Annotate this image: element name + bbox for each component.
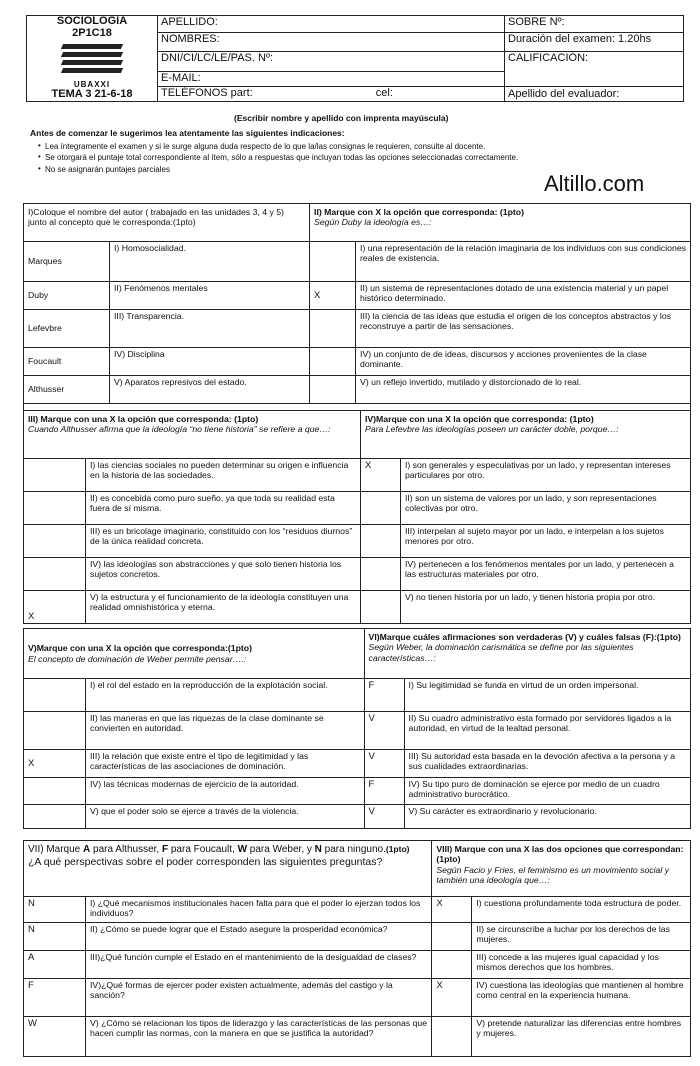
- answer-mark[interactable]: X: [360, 459, 400, 492]
- field-apellido[interactable]: APELLIDO:: [158, 16, 505, 33]
- option-text: IV) Su tipo puro de dominación se ejerce por medio de un cuadro administrativo burocrático.: [404, 778, 690, 805]
- option-text: I) una representación de la relación imaginaria de los individuos con sus condiciones reales de existencia.: [356, 242, 691, 282]
- option-text: II) es concebida como puro sueño, ya que toda su realidad esta fuera de sí misma.: [86, 492, 361, 525]
- field-nombres[interactable]: NOMBRES:: [158, 33, 505, 52]
- option-text: III)¿Qué función cumple el Estado en el mantenimiento de la desigualdad de clases?: [86, 951, 432, 979]
- q3-subtitle: Cuando Althusser afirma que la ideología “no tiene historia” se refiere a que…:: [28, 424, 331, 435]
- answer-mark[interactable]: [310, 376, 356, 404]
- course-name: SOCIOLOGIA: [56, 15, 128, 27]
- answer-mark[interactable]: A: [24, 951, 86, 979]
- answer-mark[interactable]: F: [364, 679, 404, 712]
- instructions-intro: Antes de comenzar le sugerimos lea atentamente las siguientes indicaciones:: [30, 128, 345, 138]
- option-text: IV) un conjunto de de ideas, discursos y acciones provenientes de la clase dominante.: [356, 348, 691, 376]
- instructions-list: [38, 142, 518, 176]
- q3-header: [24, 411, 361, 459]
- option-text: V) no tienen historia por un lado, y tienen historia propia por otro.: [400, 591, 690, 624]
- answer-mark[interactable]: [310, 310, 356, 348]
- author-input[interactable]: Marques: [24, 242, 110, 282]
- option-text: III) la relación que existe entre el tipo de legitimidad y las características de las asociaciones de dominación.: [86, 750, 365, 778]
- q6-subtitle: Según Weber, la dominación carismática se define por las siguientes características…:: [368, 642, 634, 663]
- answer-mark[interactable]: W: [24, 1017, 86, 1057]
- answer-mark[interactable]: [310, 348, 356, 376]
- option-text: II) ¿Cómo se puede lograr que el Estado asegure la prosperidad económica?: [86, 923, 432, 951]
- answer-mark[interactable]: [24, 492, 86, 525]
- section-7-8: [23, 840, 691, 1057]
- q2-title: II) Marque con X la opción que corresponda: (1pto): [314, 207, 524, 217]
- q1-title: I)Coloque el nombre del autor ( trabajado en las unidades 3, 4 y 5) junto al concepto que le corresponda:(1pto): [24, 204, 310, 242]
- option-text: IV) las técnicas modernas de ejercicio de la autoridad.: [86, 778, 365, 805]
- tema-label: TEMA 3 21-6-18: [51, 88, 133, 101]
- answer-mark[interactable]: [432, 951, 472, 979]
- author-input[interactable]: Foucault: [24, 348, 110, 376]
- author-input[interactable]: Duby: [24, 282, 110, 310]
- option-text: II) se circunscribe a luchar por los derechos de las mujeres.: [472, 923, 691, 951]
- logo-text: UBAXXI: [73, 80, 111, 90]
- instruction-item: • Se otorgará el puntaje total correspondiente al ítem, sólo a respuestas que incluyan todas las opciones seleccionadas correctamente.: [38, 153, 518, 162]
- header-note: (Escribir nombre y apellido con imprenta mayúscula): [234, 113, 449, 123]
- field-duracion: Duración del examen: 1.20hs: [505, 33, 684, 52]
- concept-text: IV) Disciplina: [110, 348, 310, 376]
- answer-mark[interactable]: [24, 679, 86, 712]
- field-dni[interactable]: DNI/CI/LC/LE/PAS. Nº:: [158, 52, 505, 72]
- field-email[interactable]: E-MAIL:: [158, 72, 505, 87]
- option-text: I) son generales y especulativas por un lado, y representan intereses particulares por otro.: [400, 459, 690, 492]
- option-text: I) las ciencias sociales no pueden determinar su origen e influencia en la historia de las sociedades.: [86, 459, 361, 492]
- answer-mark[interactable]: [24, 778, 86, 805]
- concept-text: II) Fenómenos mentales: [110, 282, 310, 310]
- q5-title: V)Marque con una X la opción que corresponda:(1pto): [28, 643, 252, 654]
- option-text: V) un reflejo invertido, mutilado y distorcionado de lo real.: [356, 376, 691, 404]
- q8-subtitle: Según Facio y Fries, el feminismo es un movimiento social y también una ideología que…:: [436, 864, 670, 885]
- q5-subtitle: El concepto de dominación de Weber permite pensar….:: [28, 653, 247, 664]
- concept-text: I) Homosocialidad.: [110, 242, 310, 282]
- q7-title: VII) Marque A para Althusser, F para Foucault, W para Weber, y N para ninguno.(1pto): [28, 844, 410, 855]
- answer-mark[interactable]: X: [24, 750, 86, 778]
- section-3-4: [23, 410, 691, 624]
- watermark: Altillo.com: [544, 171, 645, 196]
- answer-mark[interactable]: V: [364, 712, 404, 750]
- option-text: IV) las ideologías son abstracciones y que solo tienen historia los sujetos concretos.: [86, 558, 361, 591]
- option-text: I) cuestiona profundamente toda estructura de poder.: [472, 897, 691, 923]
- answer-mark[interactable]: [360, 558, 400, 591]
- answer-mark[interactable]: [360, 492, 400, 525]
- option-text: II) son un sistema de valores por un lado, y son representaciones colectivas por otro.: [400, 492, 690, 525]
- answer-mark[interactable]: N: [24, 923, 86, 951]
- field-telefonos[interactable]: [158, 87, 505, 102]
- q4-header: [360, 411, 690, 459]
- q4-title: IV)Marque con una X la opción que corresponda: (1pto): [364, 414, 594, 424]
- option-text: IV)¿Qué formas de ejercer poder existen actualmente, además del castigo y la sanción?: [86, 979, 432, 1017]
- answer-mark[interactable]: [24, 558, 86, 591]
- concept-text: V) Aparatos represivos del estado.: [110, 376, 310, 404]
- q4-subtitle: Para Lefevbre las ideologías poseen un carácter doble, porque…:: [364, 424, 619, 435]
- field-calificacion[interactable]: CALIFICACIÓN:: [505, 52, 684, 87]
- option-text: III) la ciencia de las ideas que estudia el origen de los conceptos abstractos y los reconstruye a partir de las sensaciones.: [356, 310, 691, 348]
- answer-mark[interactable]: [360, 591, 400, 624]
- q8-header: [432, 841, 691, 897]
- author-input[interactable]: Althusser: [24, 376, 110, 404]
- section-1-2: [23, 203, 691, 414]
- author-input[interactable]: Lefevbre: [24, 310, 110, 348]
- answer-mark[interactable]: [24, 459, 86, 492]
- answer-mark[interactable]: N: [24, 897, 86, 923]
- answer-mark[interactable]: F: [364, 778, 404, 805]
- option-text: II) Su cuadro administrativo esta formado por servidores ligados a la autoridad, en virtud de la lealtad personal.: [404, 712, 690, 750]
- answer-mark[interactable]: [432, 923, 472, 951]
- option-text: IV) pertenecen a los fenómenos mentales por un lado, y pertenecen a las estructuras materiales por otro.: [400, 558, 690, 591]
- option-text: V) Su carácter es extraordinario y revolucionario.: [404, 805, 690, 829]
- telefonos-label: TELÉFONOS part:: [161, 87, 253, 100]
- answer-mark[interactable]: [310, 242, 356, 282]
- answer-mark[interactable]: F: [24, 979, 86, 1017]
- answer-mark[interactable]: X: [24, 591, 86, 624]
- instruction-item: • Lea íntegramente el examen y si le surge alguna duda respecto de lo que la/las consignas le requieren, consulte al docente.: [38, 142, 518, 151]
- answer-mark[interactable]: X: [432, 979, 472, 1017]
- option-text: V) que el poder solo se ejerce a través de la violencia.: [86, 805, 365, 829]
- option-text: I) el rol del estado en la reproducción de la explotación social.: [86, 679, 365, 712]
- option-text: II) las maneras en que las riquezas de la clase dominante se convierten en autoridad.: [86, 712, 365, 750]
- option-text: V) pretende naturalizar las diferencias entre hombres y mujeres.: [472, 1017, 691, 1057]
- q2-header: [310, 204, 691, 242]
- q8-title: VIII) Marque con una X las dos opciones que correspondan: (1pto): [436, 844, 684, 865]
- answer-mark[interactable]: V: [364, 805, 404, 829]
- q5-header: [24, 629, 365, 679]
- option-text: I) Su legitimidad se funda en virtud de un orden impersonal.: [404, 679, 690, 712]
- answer-mark[interactable]: X: [310, 282, 356, 310]
- answer-mark[interactable]: V: [364, 750, 404, 778]
- exam-header: [26, 15, 684, 102]
- q6-title: VI)Marque cuáles afirmaciones son verdaderas (V) y cuáles falsas (F):(1pto): [368, 632, 681, 642]
- answer-mark[interactable]: [24, 525, 86, 558]
- course-code: 2P1C18: [72, 26, 112, 39]
- field-sobre[interactable]: SOBRE Nº:: [505, 16, 684, 33]
- answer-mark[interactable]: [24, 712, 86, 750]
- instruction-item: • No se asignarán puntajes parciales: [38, 165, 518, 174]
- option-text: V) ¿Cómo se relacionan los tipos de liderazgo y las características de las personas que hacen cumplir las normas, con la manera en que se justifica la autoridad?: [86, 1017, 432, 1057]
- cel-label: cel:: [375, 87, 393, 100]
- option-text: III) interpelan al sujeto mayor por un lado, e interpelan a los sujetos menores por otro.: [400, 525, 690, 558]
- section-5-6: [23, 628, 691, 829]
- ubaxxi-logo-icon: [56, 42, 128, 80]
- course-block: [27, 16, 158, 102]
- concept-text: III) Transparencia.: [110, 310, 310, 348]
- option-text: III) es un bricolage imaginario, constituido con los “residuos diurnos” de la única realidad concreta.: [86, 525, 361, 558]
- answer-mark[interactable]: X: [432, 897, 472, 923]
- answer-mark[interactable]: [24, 805, 86, 829]
- q7-header: [24, 841, 432, 897]
- field-evaluador[interactable]: Apellido del evaluador:: [505, 87, 684, 102]
- option-text: III) Su autoridad esta basada en la devoción afectiva a la persona y a sus cualidades extraordinarias.: [404, 750, 690, 778]
- option-text: V) la estructura y el funcionamiento de la ideología constituyen una realidad omnishistórica y eterna.: [86, 591, 361, 624]
- option-text: II) un sistema de representaciones dotado de una existencia material y un papel histórico determinado.: [356, 282, 691, 310]
- answer-mark[interactable]: [432, 1017, 472, 1057]
- q2-subtitle: Según Duby la ideología es…:: [314, 217, 432, 228]
- option-text: IV) cuestiona las ideologías que mantienen al hombre como central en la experiencia humana.: [472, 979, 691, 1017]
- q6-header: [364, 629, 690, 679]
- answer-mark[interactable]: [360, 525, 400, 558]
- option-text: III) concede a las mujeres igual capacidad y los mismos derechos que los hombres.: [472, 951, 691, 979]
- q3-title: III) Marque con una X la opción que corresponda: (1pto): [28, 414, 259, 424]
- q7-subtitle: ¿A qué perspectivas sobre el poder corresponden las siguientes preguntas?: [28, 855, 383, 868]
- option-text: I) ¿Qué mecanismos institucionales hacen falta para que el poder lo ejerzan todos los individuos?: [86, 897, 432, 923]
